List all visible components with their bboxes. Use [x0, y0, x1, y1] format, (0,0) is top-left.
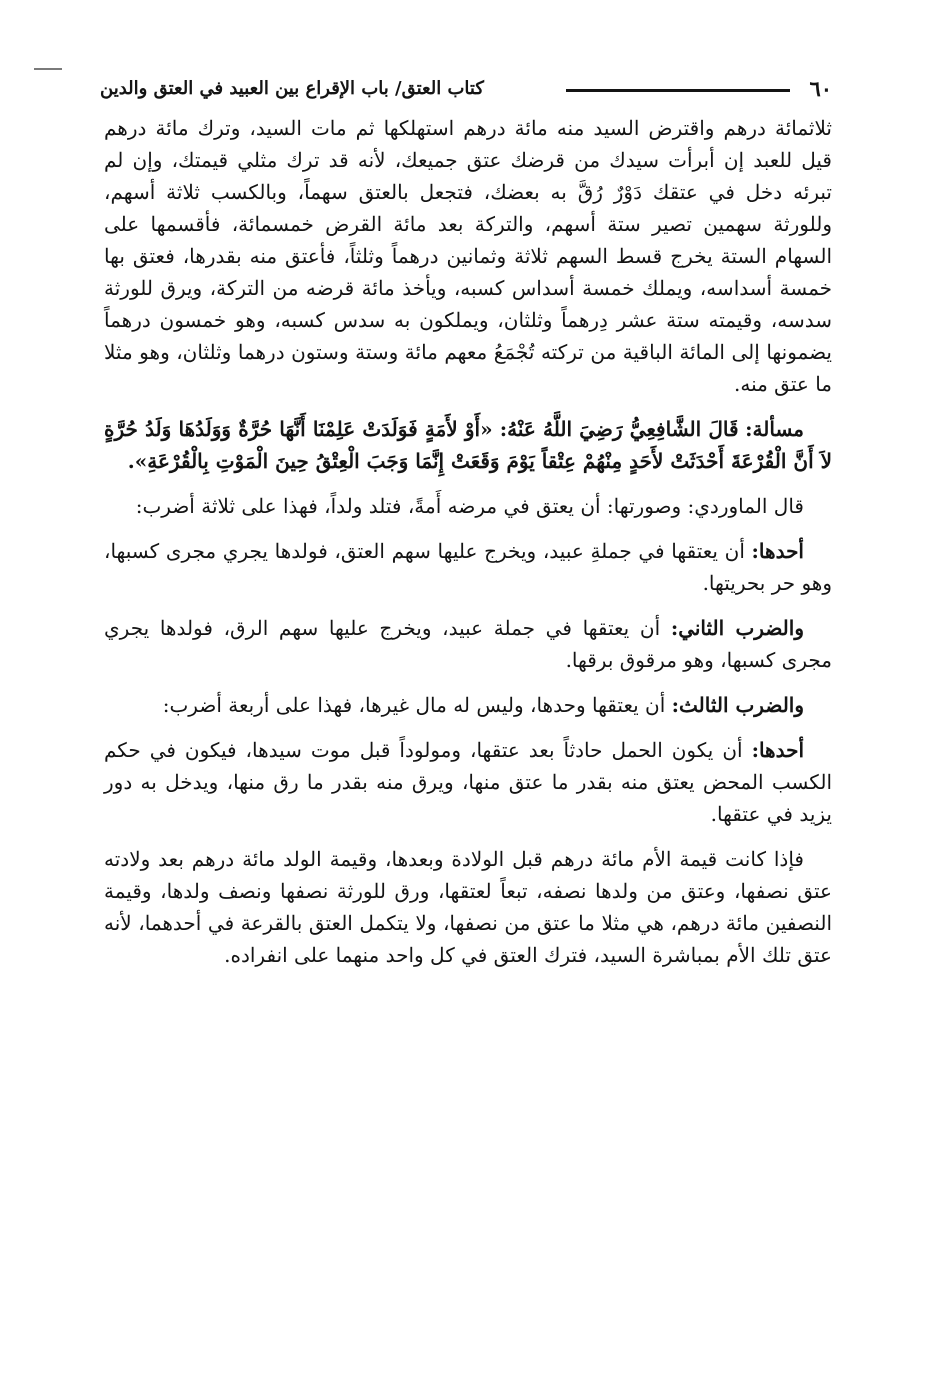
paragraph-first-type — [104, 535, 832, 599]
scan-margin-mark — [34, 68, 62, 70]
paragraph-second-type — [104, 612, 832, 676]
paragraph-text: أن يعتقها وحدها، وليس له مال غيرها، فهذا على أربعة أضرب: — [162, 693, 666, 717]
paragraph-masala — [104, 413, 832, 477]
paragraph-lead: أحدها: — [751, 738, 805, 762]
paragraph-third-type — [104, 689, 832, 721]
shafii-quote: قَالَ الشَّافِعِيُّ رَضِيَ اللَّهُ عَنْهُ: «أَوْ لأَمَةٍ فَوَلَدَتْ عَلِمْنَا أَنَّهَا حُرَّةٌ وَوَلَدُهَا وَلَدُ حُرَّةٍ لاَ أَنَّ الْقُرْعَةَ أَحْدَثَتْ لأَحَدٍ مِنْهُمْ عِتْقاً يَوْمَ وَقَعَتْ إِنَّمَا وَجَبَ الْعِتْقُ حِينَ الْمَوْتِ بِالْقُرْعَةِ». — [104, 417, 832, 473]
paragraph-lead: مسألة: — [745, 417, 805, 441]
page-header — [100, 72, 832, 106]
paragraph-text: أن يعتقها في جملةِ عبيد، ويخرج عليها سهم العتق، فولدها يجري مجرى كسبها، وهو حر بحريتها. — [104, 539, 832, 595]
paragraph-subtype-one — [104, 734, 832, 830]
paragraph-mawardi — [104, 490, 832, 522]
paragraph-text: قال الماوردي: وصورتها: أن يعتق في مرضه أَمةً، فتلد ولداً، فهذا على ثلاثة أضرب: — [135, 494, 804, 518]
paragraph-continuation — [104, 112, 832, 400]
header-rule — [566, 89, 790, 92]
paragraph-lead: والضرب الثالث: — [671, 693, 804, 717]
paragraph-text: ثلاثمائة درهم واقترض السيد منه مائة درهم استهلكها ثم مات السيد، وترك مائة درهم قيل للعبد إن أبرأت سيدك من قرضك عتق جميعك، لأنه قد ترك مثلي قيمتك، وإن لم تبرئه دخل في عتقك دَوْرٌ رُقَّ به بعضك، فتجعل بالعتق سهماً، وبالكسب ثلاثة أسهم، وللورثة سهمين تصير ستة أسهم، والتركة بعد مائة القرض خمسمائة، فأقسمها على السهام الستة يخرج قسط السهم ثلاثة وثمانين درهماً وثلثاً، فأعتق منه بقدرها، فعتق بها خمسة أسداسه، ويملك خمسة أسداس كسبه، ويأخذ مائة قرضه من التركة، ويرق للورثة سدسه، وقيمته ستة عشر دِرهماً وثلثان، ويملكون به سدس كسبه، وهو خمسون درهماً يضمونها إلى المائة الباقية من تركته تُجْمَعُ معهم مائة وستة وستون درهما وثلثان، وهو مثلا ما عتق منه. — [104, 116, 832, 396]
paragraph-lead: والضرب الثاني: — [670, 616, 804, 640]
page-number: ٦٠ — [809, 76, 832, 101]
paragraph-text: فإذا كانت قيمة الأم مائة درهم قبل الولادة وبعدها، وقيمة الولد مائة درهم بعد ولادته عتق نصفها، وعتق من ولدها نصفه، تبعاً لعتقها، ورق للورثة نصفها ونصف ولدها، وقيمة النصفين مائة درهم، هي مثلا ما عتق من نصفها، ولا يتكمل العتق بالقرعة في أحدهما، لأنه عتق تلك الأم بمباشرة السيد، فترك العتق في كل واحد منهما على انفراده. — [104, 847, 832, 967]
body-text — [104, 112, 832, 971]
paragraph-lead: أحدها: — [751, 539, 804, 563]
paragraph-text: أن يكون الحمل حادثاً بعد عتقها، ومولوداً قبل موت سيدها، فيكون في حكم الكسب المحض يعتق منه بقدر ما عتق منها، ويرق منه بقدر ما رق منها، ويدخل به دور يزيد في عتقها. — [104, 738, 832, 826]
paragraph-text: أن يعتقها في جملة عبيد، ويخرج عليها سهم الرق، فولدها يجري مجرى كسبها، وهو مرقوق برقها. — [104, 616, 832, 672]
running-title: كتاب العتق/ باب الإقراع بين العبيد في العتق والدين — [100, 78, 484, 99]
paragraph-example — [104, 843, 832, 971]
